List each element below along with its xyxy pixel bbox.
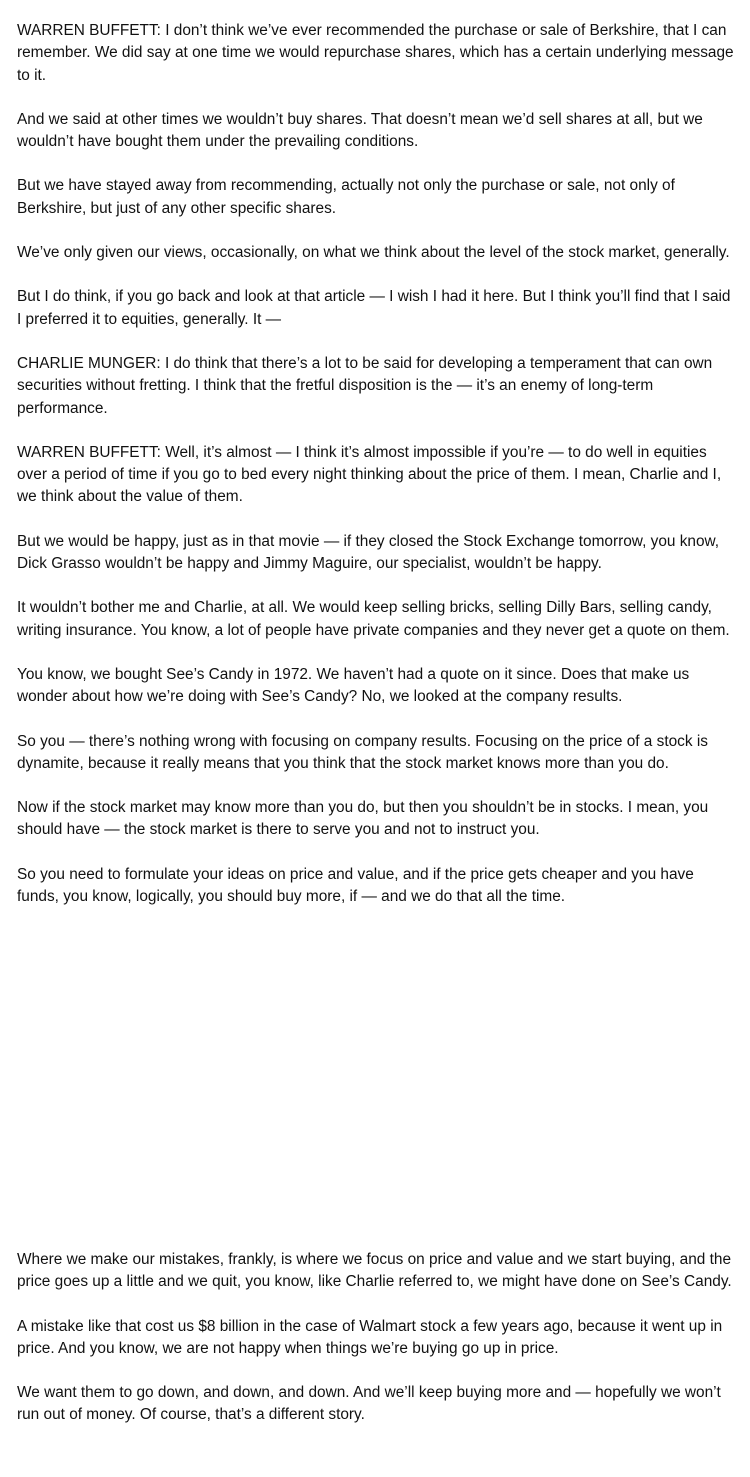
transcript-page-top bbox=[17, 20, 739, 930]
paragraph: It wouldn’t bother me and Charlie, at all. We would keep selling bricks, selling Dilly Bars, selling candy, writing insurance. You know, a lot of people have private companies and they never get a quote on them. bbox=[17, 599, 730, 639]
transcript-page-bottom bbox=[17, 1249, 739, 1449]
paragraph: WARREN BUFFETT: I don’t think we’ve ever recommended the purchase or sale of Berkshire, that I can remember. We did say at one time we would repurchase shares, which has a certain underlying message to it. bbox=[17, 22, 734, 84]
paragraph: But we would be happy, just as in that movie — if they closed the Stock Exchange tomorrow, you know, Dick Grasso wouldn’t be happy and Jimmy Maguire, our specialist, wouldn’t be happy. bbox=[17, 532, 720, 573]
paragraph: A mistake like that cost us $8 billion in the case of Walmart stock a few years ago, because it went up in price. And you know, we are not happy when things we’re buying go up in price. bbox=[17, 1317, 723, 1357]
paragraph: So you — there’s nothing wrong with focusing on company results. Focusing on the price of a stock is dynamite, because it really means that you think that the stock market knows more than you do. bbox=[17, 732, 708, 772]
paragraph: But I do think, if you go back and look at that article — I wish I had it here. But I think you’ll find that I said I preferred it to equities, generally. It — bbox=[17, 288, 731, 328]
paragraph: We’ve only given our views, occasionally, on what we think about the level of the stock market, generally. bbox=[17, 244, 730, 262]
paragraph: But we have stayed away from recommending, actually not only the purchase or sale, not only of Berkshire, but just of any other specific shares. bbox=[17, 177, 675, 217]
paragraph: Now if the stock market may know more than you do, but then you shouldn’t be in stocks. I mean, you should have — the stock market is there to serve you and not to instruct you. bbox=[17, 799, 709, 839]
paragraph: Where we make our mistakes, frankly, is where we focus on price and value and we start buying, and the price goes up a little and we quit, you know, like Charlie referred to, we might have done on See’s Candy. bbox=[17, 1251, 732, 1291]
paragraph: CHARLIE MUNGER: I do think that there’s a lot to be said for developing a temperament that can own securities without fretting. I think that the fretful disposition is the — it’s an enemy of long-term performance. bbox=[17, 354, 713, 417]
paragraph: And we said at other times we wouldn’t buy shares. That doesn’t mean we’d sell shares at all, but we wouldn’t have bought them under the prevailing conditions. bbox=[17, 110, 703, 151]
paragraph: WARREN BUFFETT: Well, it’s almost — I think it’s almost impossible if you’re — to do well in equities over a period of time if you go to bed every night thinking about the price of them. I mean, Charlie and I, we think about the value of them. bbox=[17, 443, 722, 506]
paragraph: We want them to go down, and down, and down. And we’ll keep buying more and — hopefully we won’t run out of money. Of course, that’s a different story. bbox=[17, 1384, 721, 1424]
paragraph: So you need to formulate your ideas on price and value, and if the price gets cheaper and you have funds, you know, logically, you should buy more, if — and we do that all the time. bbox=[17, 865, 694, 906]
paragraph: You know, we bought See’s Candy in 1972. We haven’t had a quote on it since. Does that make us wonder about how we’re doing with See’s Candy? No, we looked at the company results. bbox=[17, 665, 690, 706]
